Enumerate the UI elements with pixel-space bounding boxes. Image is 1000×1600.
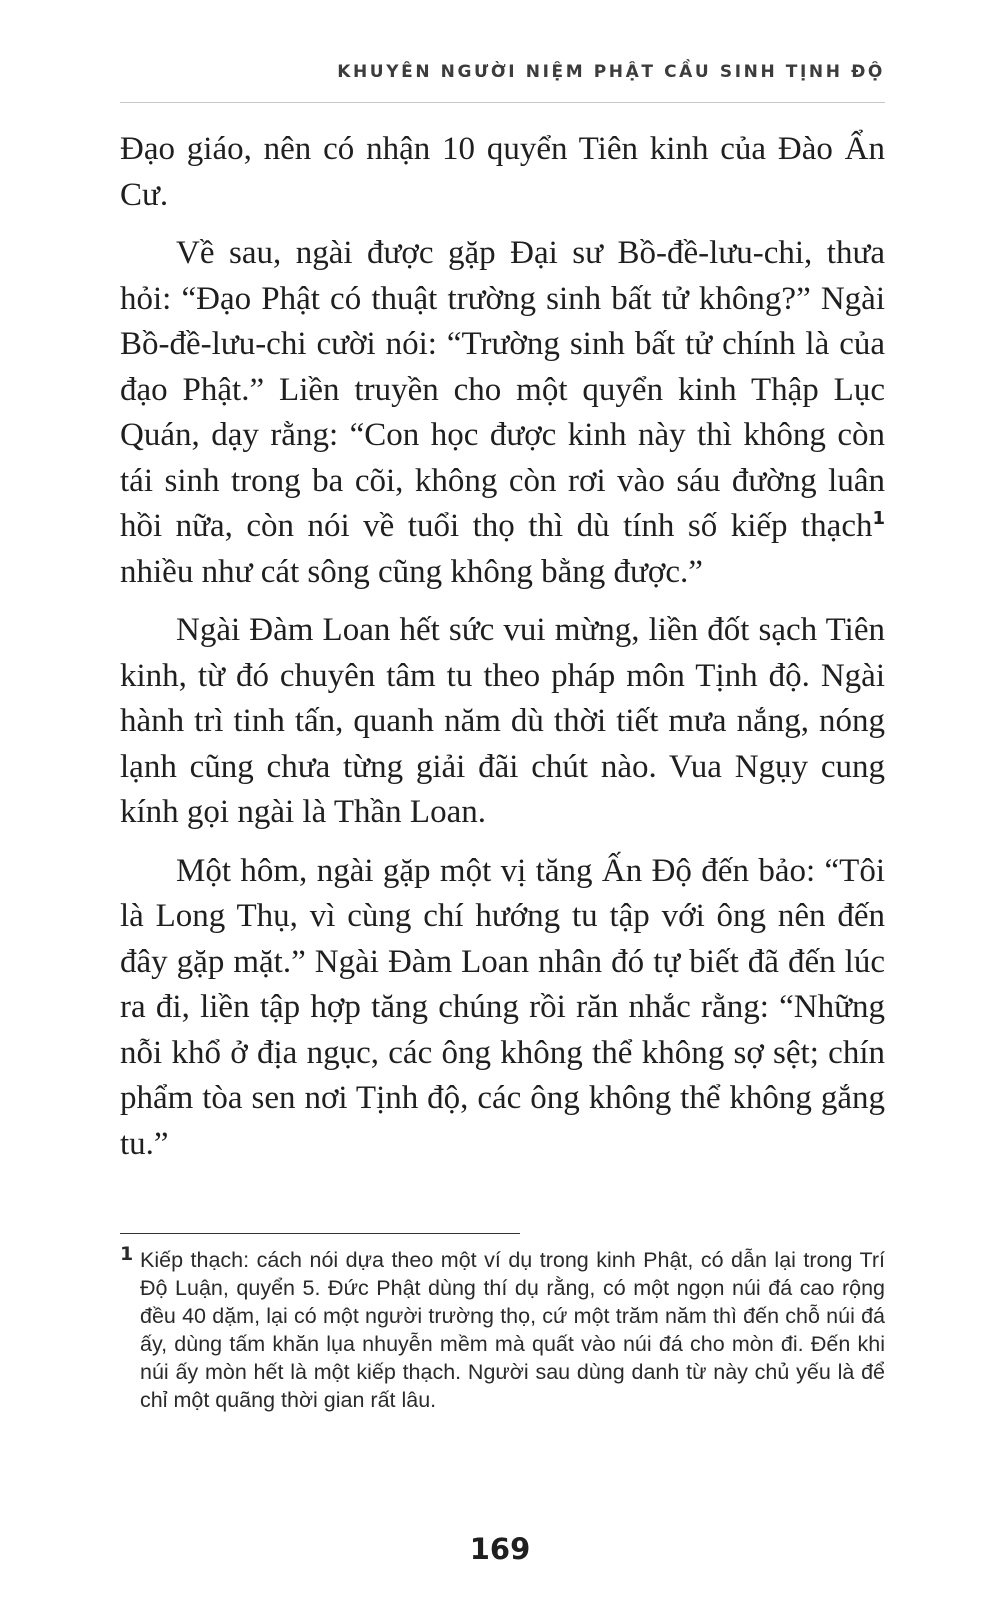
paragraph-4: Một hôm, ngài gặp một vị tăng Ấn Độ đến bảo: “Tôi là Long Thụ, vì cùng chí hướng tu tập với ông nên đến đây gặp mặt.” Ngài Đàm Loan nhân đó tự biết đã đến lúc ra đi, liền tập hợp tăng chúng rồi răn nhắc rằng: “Những nỗi khổ ở địa ngục, các ông không thể không sợ sệt; chín phẩm tòa sen nơi Tịnh độ, các ông không thể không gắng tu.” <box>120 852 885 1162</box>
footnote-reference[interactable]: 1 <box>872 508 885 529</box>
footnote-number: 1 <box>120 1243 134 1265</box>
paragraph-3: Ngài Đàm Loan hết sức vui mừng, liền đốt sạch Tiên kinh, từ đó chuyên tâm tu theo pháp môn Tịnh độ. Ngài hành trì tinh tấn, quanh năm dù thời tiết mưa nắng, nóng lạnh cũng chưa từng giải đãi chút nào. Vua Ngụy cung kính gọi ngài là Thần Loan. <box>120 612 885 830</box>
paragraph-2-tail: nhiều như cát sông cũng không bằng được.” <box>120 553 703 590</box>
paragraph-2-text: Về sau, ngài được gặp Đại sư Bồ-đề-lưu-chi, thưa hỏi: “Đạo Phật có thuật trường sinh bất tử không?” Ngài Bồ-đề-lưu-chi cười nói: “Trường sinh bất tử chính là của đạo Phật.” Liền truyền cho một quyển kinh Thập Lục Quán, dạy rằng: “Con học được kinh này thì không còn tái sinh trong ba cõi, không còn rơi vào sáu đường luân hồi nữa, còn nói về tuổi thọ thì dù tính số kiếp thạch <box>120 235 885 544</box>
page-number: 169 <box>469 1532 531 1566</box>
main-text <box>120 127 885 1180</box>
paragraph-1: Đạo giáo, nên có nhận 10 quyển Tiên kinh của Đào Ẩn Cư. <box>120 131 885 213</box>
footnote-rule <box>120 1233 520 1234</box>
footnote <box>120 1243 885 1414</box>
header-rule <box>120 102 885 103</box>
running-header: KHUYÊN NGƯỜI NIỆM PHẬT CẦU SINH TỊNH ĐỘ <box>337 62 885 82</box>
paragraph-2 <box>120 231 885 595</box>
footnote-text: Kiếp thạch: cách nói dựa theo một ví dụ trong kinh Phật, có dẫn lại trong Trí Độ Luận, quyển 5. Đức Phật dùng thí dụ rằng, có một ngọn núi đá cao rộng đều 40 dặm, lại có một người trường thọ, cứ một trăm năm thì đến chỗ núi đá ấy, dùng tấm khăn lụa nhuyễn mềm mà quất vào núi đá cho mòn đi. Đến khi núi ấy mòn hết là một kiếp thạch. Người sau dùng danh từ này chủ yếu là để chỉ một quãng thời gian rất lâu. <box>140 1248 885 1412</box>
